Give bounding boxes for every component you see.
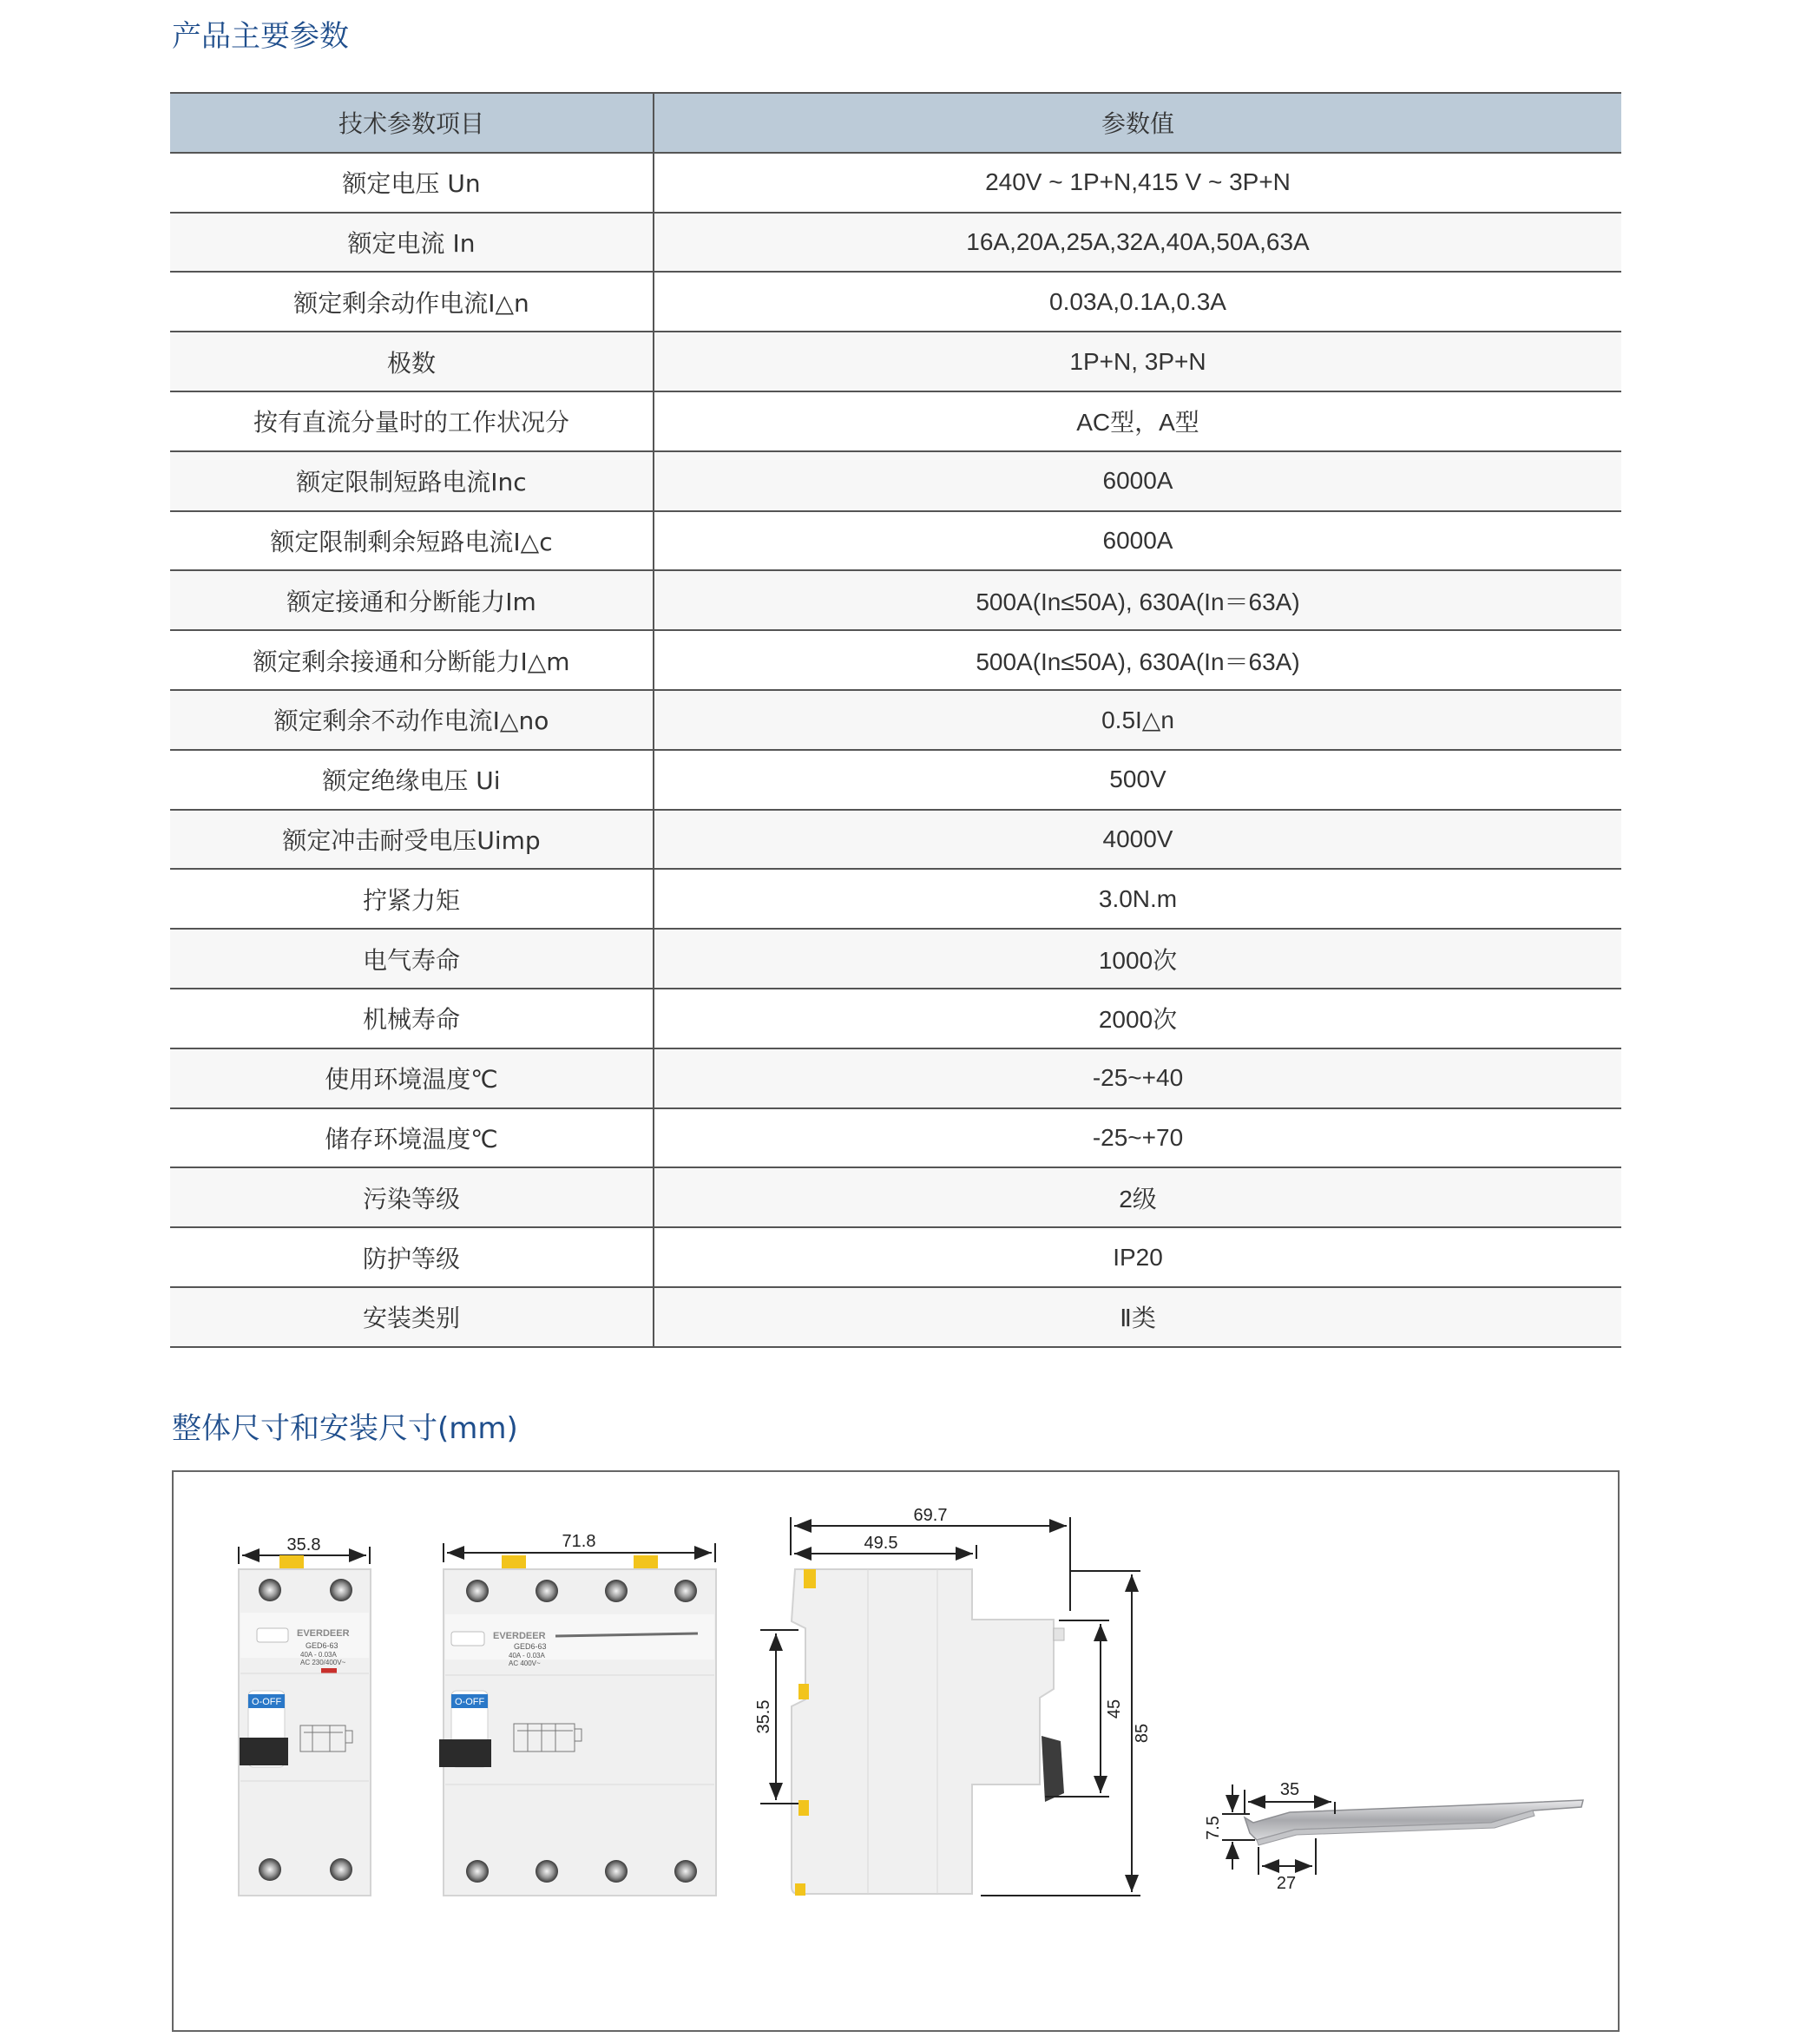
table-row — [170, 690, 1621, 750]
voltage-label-2p: AC 230/400V~ — [300, 1659, 346, 1666]
rating-label-2p: 40A - 0.03A — [300, 1651, 337, 1659]
parameter-value-cell: 6000A — [654, 511, 1621, 571]
table-row — [170, 630, 1621, 690]
din-rail — [1204, 1780, 1583, 1893]
parameter-value-cell: 1P+N, 3P+N — [654, 332, 1621, 391]
parameter-item-cell: 额定限制短路电流Inc — [170, 451, 654, 511]
dim-width-4p: 71.8 — [562, 1532, 596, 1551]
dim-height-total: 85 — [1133, 1723, 1152, 1744]
parameter-item-cell: 机械寿命 — [170, 989, 654, 1048]
parameter-value-cell: 1000次 — [654, 929, 1621, 989]
dim-height-front: 45 — [1105, 1699, 1124, 1719]
parameter-value-cell: 2000次 — [654, 989, 1621, 1048]
dim-rail-height: 7.5 — [1204, 1816, 1223, 1840]
parameter-item-cell: 额定电流 In — [170, 213, 654, 273]
dim-width-2p: 35.8 — [286, 1535, 321, 1554]
table-row — [170, 1108, 1621, 1168]
parameter-value-cell: 0.5I△n — [654, 690, 1621, 750]
table-row — [170, 1227, 1621, 1287]
switch-label-2p: O-OFF — [252, 1697, 282, 1707]
parameter-value-cell: AC型，A型 — [654, 391, 1621, 451]
rating-label-4p: 40A - 0.03A — [509, 1652, 545, 1660]
dim-depth-total: 69.7 — [913, 1506, 948, 1525]
parameter-value-cell: 16A,20A,25A,32A,40A,50A,63A — [654, 213, 1621, 273]
parameter-item-cell: 额定电压 Un — [170, 153, 654, 213]
table-row — [170, 1287, 1621, 1347]
dimension-drawing — [174, 1472, 1618, 2030]
parameter-item-cell: 额定限制剩余短路电流I△c — [170, 511, 654, 571]
parameters-table — [170, 92, 1621, 1348]
parameter-item-cell: 额定剩余不动作电流I△no — [170, 690, 654, 750]
parameter-value-cell: 500V — [654, 750, 1621, 810]
dimension-drawing-panel — [172, 1470, 1620, 2032]
table-row — [170, 929, 1621, 989]
table-row — [170, 750, 1621, 810]
dim-height-rail: 35.5 — [754, 1699, 773, 1734]
parameter-item-cell: 额定冲击耐受电压Uimp — [170, 810, 654, 870]
parameter-value-cell: 500A(In≤50A), 630A(In＝63A) — [654, 570, 1621, 630]
switch-label-4p: O-OFF — [455, 1697, 485, 1707]
section-title-parameters: 产品主要参数 — [172, 19, 349, 54]
model-label-4p: GED6-63 — [514, 1642, 547, 1651]
parameter-value-cell: IP20 — [654, 1227, 1621, 1287]
parameter-value-cell: 6000A — [654, 451, 1621, 511]
device-2p-front — [239, 1535, 371, 1896]
parameter-item-cell: 额定接通和分断能力Im — [170, 570, 654, 630]
parameter-item-cell: 储存环境温度℃ — [170, 1108, 654, 1168]
parameter-value-cell: -25~+40 — [654, 1048, 1621, 1108]
table-row — [170, 272, 1621, 332]
table-row — [170, 810, 1621, 870]
dim-rail-base: 27 — [1276, 1874, 1297, 1893]
parameter-value-cell: 240V ~ 1P+N,415 V ~ 3P+N — [654, 153, 1621, 213]
parameter-value-cell: 500A(In≤50A), 630A(In＝63A) — [654, 630, 1621, 690]
parameter-value-cell: -25~+70 — [654, 1108, 1621, 1168]
model-label-2p: GED6-63 — [306, 1641, 338, 1650]
table-row — [170, 1167, 1621, 1227]
table-row — [170, 570, 1621, 630]
dim-depth-front: 49.5 — [864, 1534, 898, 1553]
table-row — [170, 153, 1621, 213]
parameter-value-cell: 4000V — [654, 810, 1621, 870]
table-row — [170, 1048, 1621, 1108]
voltage-label-4p: AC 400V~ — [509, 1660, 541, 1667]
parameter-item-cell: 按有直流分量时的工作状况分 — [170, 391, 654, 451]
brand-label-4p: EVERDEER — [493, 1631, 546, 1641]
table-header-row — [170, 93, 1621, 153]
parameter-item-cell: 安装类别 — [170, 1287, 654, 1347]
device-side-view — [754, 1506, 1152, 1896]
parameter-item-cell: 使用环境温度℃ — [170, 1048, 654, 1108]
dim-rail-width: 35 — [1279, 1780, 1300, 1799]
parameter-item-cell: 极数 — [170, 332, 654, 391]
device-4p-front — [439, 1532, 716, 1896]
brand-label-2p: EVERDEER — [297, 1628, 350, 1639]
parameter-item-cell: 额定剩余接通和分断能力I△m — [170, 630, 654, 690]
table-row — [170, 511, 1621, 571]
header-parameter-item: 技术参数项目 — [170, 93, 654, 153]
parameter-item-cell: 电气寿命 — [170, 929, 654, 989]
table-row — [170, 391, 1621, 451]
parameters-table-body — [170, 153, 1621, 1347]
parameter-value-cell: 0.03A,0.1A,0.3A — [654, 272, 1621, 332]
parameter-value-cell: Ⅱ类 — [654, 1287, 1621, 1347]
parameter-value-cell: 3.0N.m — [654, 869, 1621, 929]
parameter-item-cell: 污染等级 — [170, 1167, 654, 1227]
table-row — [170, 989, 1621, 1048]
table-row — [170, 451, 1621, 511]
parameter-item-cell: 拧紧力矩 — [170, 869, 654, 929]
parameter-item-cell: 额定剩余动作电流I△n — [170, 272, 654, 332]
header-parameter-value: 参数值 — [654, 93, 1621, 153]
parameter-item-cell: 额定绝缘电压 Ui — [170, 750, 654, 810]
table-row — [170, 869, 1621, 929]
table-row — [170, 213, 1621, 273]
parameter-value-cell: 2级 — [654, 1167, 1621, 1227]
section-title-dimensions: 整体尺寸和安装尺寸(mm) — [172, 1411, 518, 1446]
parameter-item-cell: 防护等级 — [170, 1227, 654, 1287]
table-row — [170, 332, 1621, 391]
